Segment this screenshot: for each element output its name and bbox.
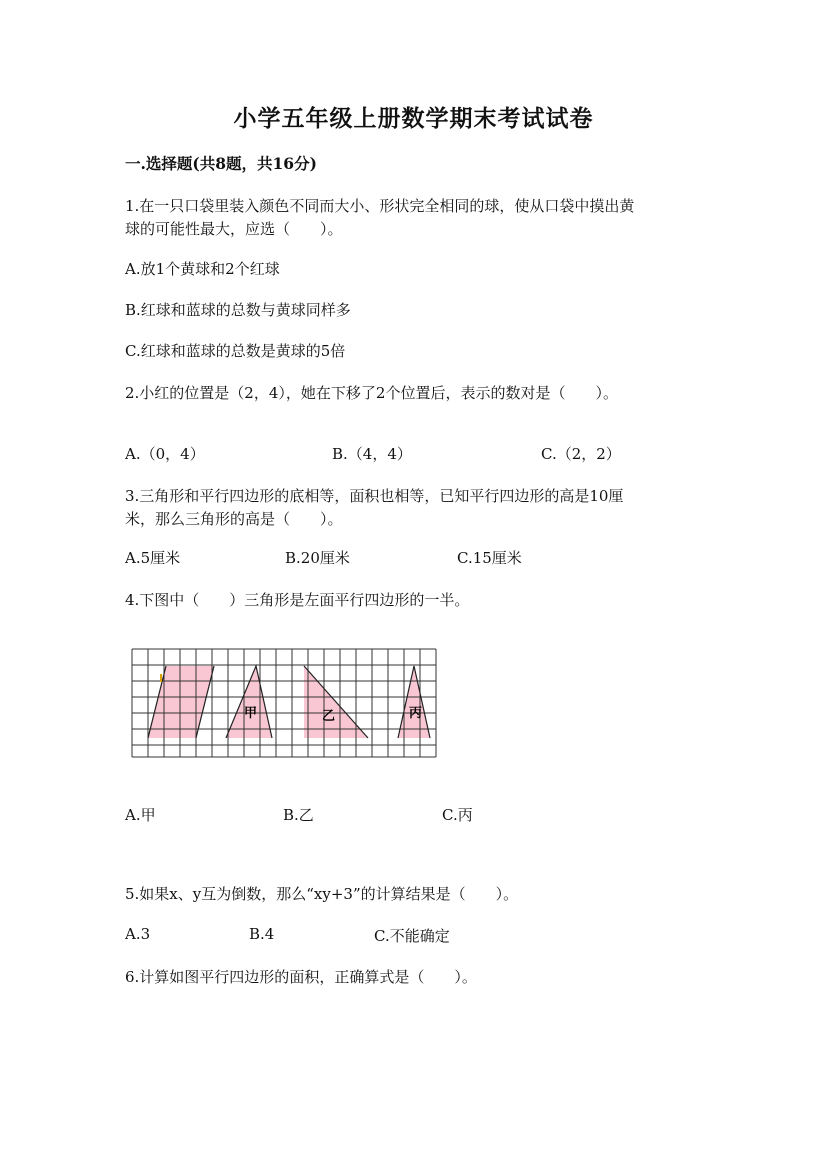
question-1-option-a: A.放1个黄球和2个红球: [125, 260, 280, 278]
question-1-line-2: 球的可能性最大，应选（ ）。: [125, 220, 343, 238]
grid-figure: [131, 648, 451, 760]
question-5-option-c: C.不能确定: [374, 927, 450, 945]
question-6-line-1: 6.计算如图平行四边形的面积，正确算式是（ ）。: [125, 968, 477, 986]
question-1-line-1: 1.在一只口袋里装入颜色不同而大小、形状完全相同的球，使从口袋中摸出黄: [125, 197, 635, 215]
question-2-line-1: 2.小红的位置是（2，4），她在下移了2个位置后，表示的数对是（ ）。: [125, 384, 618, 402]
page-title: 小学五年级上册数学期末考试试卷: [233, 105, 594, 132]
question-4-option-b: B.乙: [283, 806, 314, 824]
label-jia: 甲: [244, 706, 258, 721]
question-3-option-b: B.20厘米: [285, 549, 350, 567]
question-2-option-a: A.（0，4）: [125, 445, 205, 463]
question-3-line-1: 3.三角形和平行四边形的底相等，面积也相等，已知平行四边形的高是10厘: [125, 487, 624, 505]
label-bing: 丙: [409, 706, 423, 721]
question-2-option-c: C.（2，2）: [541, 445, 621, 463]
question-5-line-1: 5.如果x、y互为倒数，那么“xy+3”的计算结果是（ ）。: [125, 885, 519, 903]
question-5-option-b: B.4: [249, 925, 275, 943]
parallelogram-shape: [148, 666, 214, 738]
triangle-jia-shape: [226, 666, 272, 738]
label-yi: 乙: [322, 709, 336, 724]
question-4-line-1: 4.下图中（ ）三角形是左面平行四边形的一半。: [125, 591, 470, 609]
question-4-option-a: A.甲: [125, 806, 156, 824]
question-4-option-c: C.丙: [442, 806, 473, 824]
triangle-bing-shape: [398, 666, 430, 738]
question-1-option-c: C.红球和蓝球的总数是黄球的5倍: [125, 342, 346, 360]
question-3-option-c: C.15厘米: [457, 549, 522, 567]
question-1-option-b: B.红球和蓝球的总数与黄球同样多: [125, 301, 351, 319]
section-heading: 一.选择题(共8题，共16分): [125, 154, 317, 173]
question-5-option-a: A.3: [125, 925, 151, 943]
question-2-option-b: B.（4，4）: [332, 445, 412, 463]
question-3-line-2: 米，那么三角形的高是（ ）。: [125, 510, 343, 528]
question-3-option-a: A.5厘米: [125, 549, 181, 567]
